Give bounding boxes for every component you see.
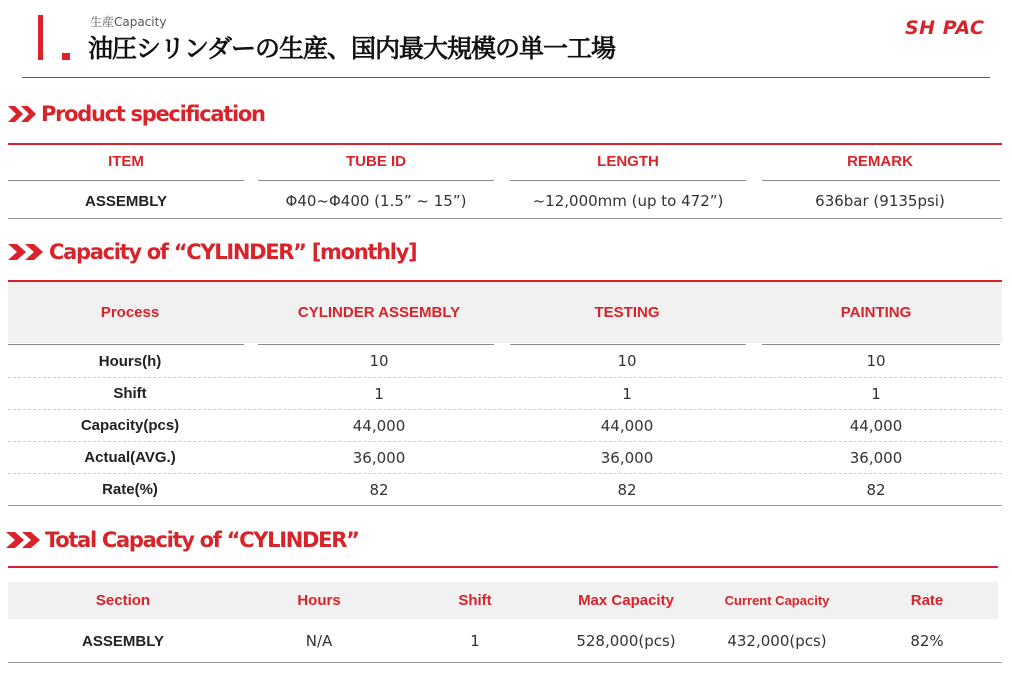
spec-table-bottom-rule: [8, 218, 1002, 219]
spec-section-title: Product specification: [41, 102, 265, 126]
capacity-cell: 36,000: [352, 448, 406, 467]
company-logo: SH PAC: [905, 17, 985, 39]
capacity-cell: 1: [622, 384, 632, 403]
total-table-bottom-rule: [8, 662, 1002, 663]
spec-header-remark: REMARK: [847, 153, 913, 170]
capacity-table: [0, 282, 1012, 507]
capacity-cell: 36,000: [849, 448, 903, 467]
capacity-cell: 82: [369, 480, 389, 499]
capacity-section-heading: [8, 240, 416, 264]
spec-table: [0, 145, 1012, 220]
total-section-heading: [6, 528, 359, 552]
title-accent-dot: [62, 53, 70, 60]
capacity-row-label: Capacity(pcs): [80, 417, 180, 434]
capacity-header-process: Process: [100, 304, 160, 321]
total-row-label: ASSEMBLY: [82, 632, 164, 650]
header-divider: [22, 77, 990, 78]
total-header-max-capacity: Max Capacity: [578, 592, 674, 609]
spec-row-label: ASSEMBLY: [85, 192, 167, 210]
spec-header-rule: [8, 180, 244, 181]
total-header-shift: Shift: [458, 592, 492, 609]
capacity-header-testing: TESTING: [594, 304, 660, 321]
total-table: [0, 582, 1012, 664]
total-section-title: Total Capacity of “CYLINDER”: [45, 528, 359, 552]
capacity-cell: 44,000: [849, 416, 903, 435]
double-chevron-right-icon: [8, 104, 38, 124]
spec-header-rule: [762, 180, 1000, 181]
capacity-row-label: Actual(AVG.): [84, 449, 176, 466]
capacity-cell: 36,000: [600, 448, 654, 467]
title-accent-bar: [38, 15, 43, 60]
spec-header-item: ITEM: [108, 153, 144, 170]
total-header-rate: Rate: [910, 592, 944, 609]
capacity-cell: 82: [617, 480, 637, 499]
capacity-header-assembly: CYLINDER ASSEMBLY: [297, 304, 461, 321]
capacity-header-rule: [258, 344, 494, 345]
capacity-section-title: Capacity of “CYLINDER” [monthly]: [49, 240, 417, 264]
capacity-header-rule: [8, 344, 244, 345]
total-header-current-capacity: Current Capacity: [724, 593, 830, 608]
spec-length-value: ~12,000mm (up to 472”): [532, 192, 724, 210]
total-rate-value: 82%: [910, 632, 944, 650]
capacity-cell: 82: [866, 480, 886, 499]
page-title: 油圧シリンダーの生産、国内最大規模の単一工場: [88, 34, 616, 63]
capacity-header-rule: [762, 344, 1000, 345]
capacity-header-painting: PAINTING: [840, 304, 912, 321]
double-chevron-right-icon: [6, 530, 42, 550]
capacity-cell: 1: [871, 384, 881, 403]
spec-header-tube-id: TUBE ID: [346, 153, 406, 170]
capacity-cell: 10: [866, 352, 886, 370]
capacity-cell: 44,000: [352, 416, 406, 435]
total-max-capacity-value: 528,000(pcs): [576, 632, 676, 650]
capacity-row-label: Rate(%): [102, 481, 158, 498]
spec-header-rule: [258, 180, 494, 181]
total-header-hours: Hours: [297, 592, 341, 609]
spec-tube-id-value: Φ40~Φ400 (1.5” ~ 15”): [285, 192, 467, 210]
total-hours-value: N/A: [305, 632, 333, 650]
total-current-capacity-value: 432,000(pcs): [727, 632, 827, 650]
spec-header-rule: [510, 180, 746, 181]
capacity-table-bottom-rule: [8, 505, 1002, 506]
capacity-cell: 1: [374, 384, 384, 403]
capacity-cell: 44,000: [600, 416, 654, 435]
capacity-cell: 10: [369, 352, 389, 370]
capacity-row-label: Hours(h): [98, 352, 162, 370]
total-shift-value: 1: [470, 632, 480, 650]
spec-header-length: LENGTH: [597, 153, 659, 170]
total-table-top-rule: [8, 566, 998, 568]
total-header-section: Section: [95, 592, 151, 609]
spec-section-heading: [8, 102, 265, 126]
capacity-cell: 10: [617, 352, 637, 370]
capacity-row-label: Shift: [113, 385, 147, 402]
spec-remark-value: 636bar (9135psi): [815, 192, 945, 210]
page-subtitle: 生産Capacity: [90, 15, 167, 29]
double-chevron-right-icon: [8, 242, 46, 262]
capacity-header-rule: [510, 344, 746, 345]
